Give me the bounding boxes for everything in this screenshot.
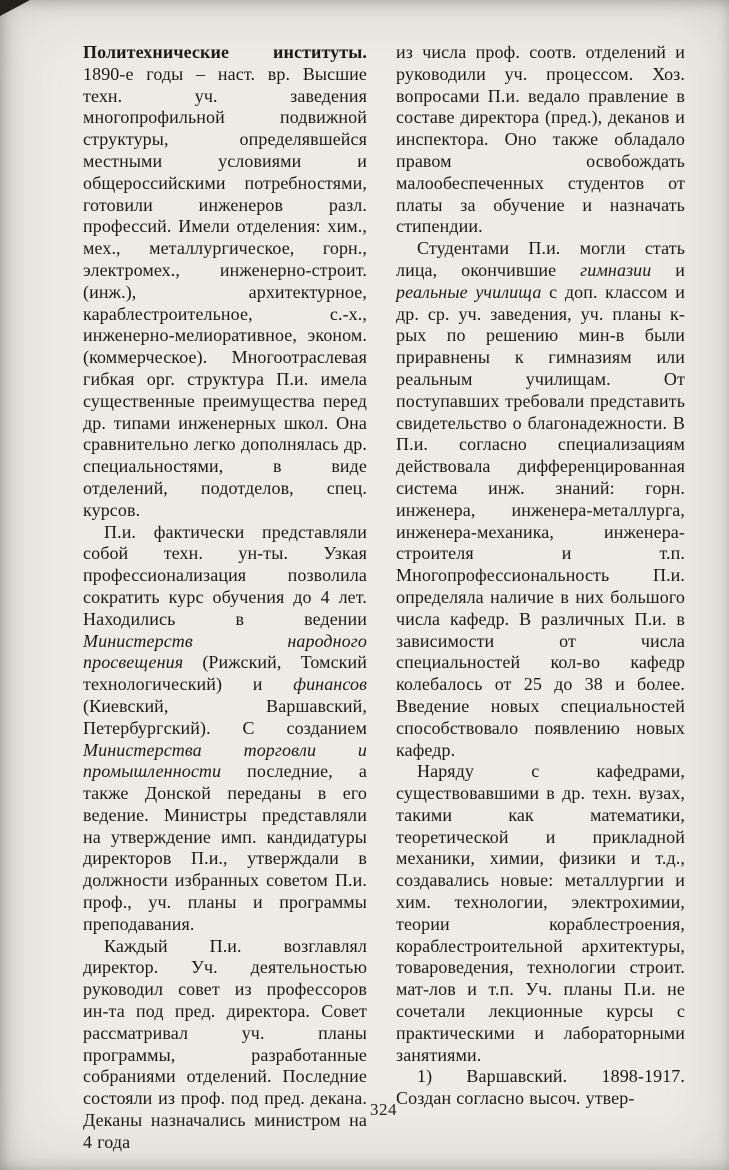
body-text: (Киевский, Варшавский, Петербургский). С созданием bbox=[83, 695, 367, 738]
paragraph bbox=[396, 238, 685, 761]
body-text: Студентами П.и. могли стать лица, окончившие bbox=[396, 238, 685, 280]
column-right bbox=[396, 42, 685, 1154]
entry-term-bold: Политехнические институты. bbox=[83, 42, 367, 62]
body-text: П.и. фактически представляли собой техн. ун-ты. Узкая профессионализация позволила сократить курс обучения до 4 лет. Находились в ведении bbox=[83, 521, 367, 629]
paragraph bbox=[396, 42, 685, 238]
body-text: из числа проф. соотв. отделений и руководили уч. процессом. Хоз. вопросами П.и. ведало правление в составе директора (пред.), деканов и инспектора. Оно также обладало правом освобождать малообеспеченных студентов от платы за обучение и назначать стипендии. bbox=[396, 42, 685, 237]
italic-text: Министерства торговли и промышленности bbox=[83, 739, 367, 782]
paragraph bbox=[83, 936, 367, 1154]
column-left bbox=[83, 42, 367, 1154]
body-text: Каждый П.и. возглавлял директор. Уч. деятельностью руководил совет из профессоров ин-та под пред. директора. Совет рассматривал уч. планы программы, разработанные собраниями отделений. Последние состояли из проф. под пред. декана. Деканы назначались министром на 4 года bbox=[83, 935, 367, 1152]
body-text: 1) Варшавский. 1898-1917. Создан согласно высоч. утвер- bbox=[396, 1066, 685, 1109]
paragraph bbox=[396, 761, 685, 1066]
italic-text: финансов bbox=[293, 674, 367, 695]
page-number: 324 bbox=[370, 1100, 397, 1119]
text-block bbox=[83, 42, 685, 1154]
body-text: последние, а также Донской переданы в его ведение. Министры представляли на утверждение имп. кандидатуры директоров П.и., утверждали в должности избранных советом П.и. проф., уч. планы и программы преподавания. bbox=[83, 761, 367, 934]
body-text: Наряду с кафедрами, существовавшими в др. техн. вузах, такими как математики, теоретической и прикладной механики, химии, физики и т.д., создавались новые: металлургии и хим. технологии, электрохимии, теории кораблестроения, кораблестроительной архитектуры, товароведения, технологии строит. мат-лов и т.п. Уч. планы П.и. не сочетали лекционные курсы с практическими и лабораторными занятиями. bbox=[396, 761, 685, 1065]
italic-text: гимназии bbox=[580, 259, 652, 280]
paragraph bbox=[83, 522, 367, 936]
body-text: 1890-е годы – наст. вр. Высшие техн. уч. заведения многопрофильной подвижной структуры, определявшейся местными условиями и общероссийскими потребностями, готовили инженеров разл. профессий. Имели отделения: хим., мех., металлургическое, горн., электромех., инженерно-строит. (инж.), архитектурное, караблестроительное, с.-х., инженерно-мелиоративное, эконом. (коммерческое). Многоотраслевая гибкая орг. структура П.и. имела существенные преимущества перед др. типами инженерных школ. Она сравнительно легко дополнялась др. специальностями, в виде отделений, подотделов, спец. курсов. bbox=[83, 63, 367, 520]
body-text: (Рижский, Томский технологический) и bbox=[83, 652, 367, 695]
italic-text: реальные училища bbox=[396, 281, 542, 302]
body-text: и bbox=[651, 259, 685, 280]
scan-corner-mark bbox=[0, 0, 30, 16]
body-text: с доп. классом и др. ср. уч. заведения, уч. планы к-рых по решению мин-в были приравнены к гимназиям или реальным училищам. От поступавших требовали представить свидетельство о благонадежности. В П.и. согласно специализациям действовала дифференцированная система инж. знаний: горн. инженера, инженера-металлурга, инженера-механика, инженера-строителя и т.п. Многопрофессиональность П.и. определяла наличие в них большого числа кафедр. В различных П.и. в зависимости от числа специальностей кол-во кафедр колебалось от 25 до 38 и более. Введение новых специальностей способствовало появлению новых кафедр. bbox=[396, 281, 685, 760]
paragraph bbox=[83, 42, 367, 522]
italic-text: Министерств народного просвещения bbox=[83, 630, 367, 673]
